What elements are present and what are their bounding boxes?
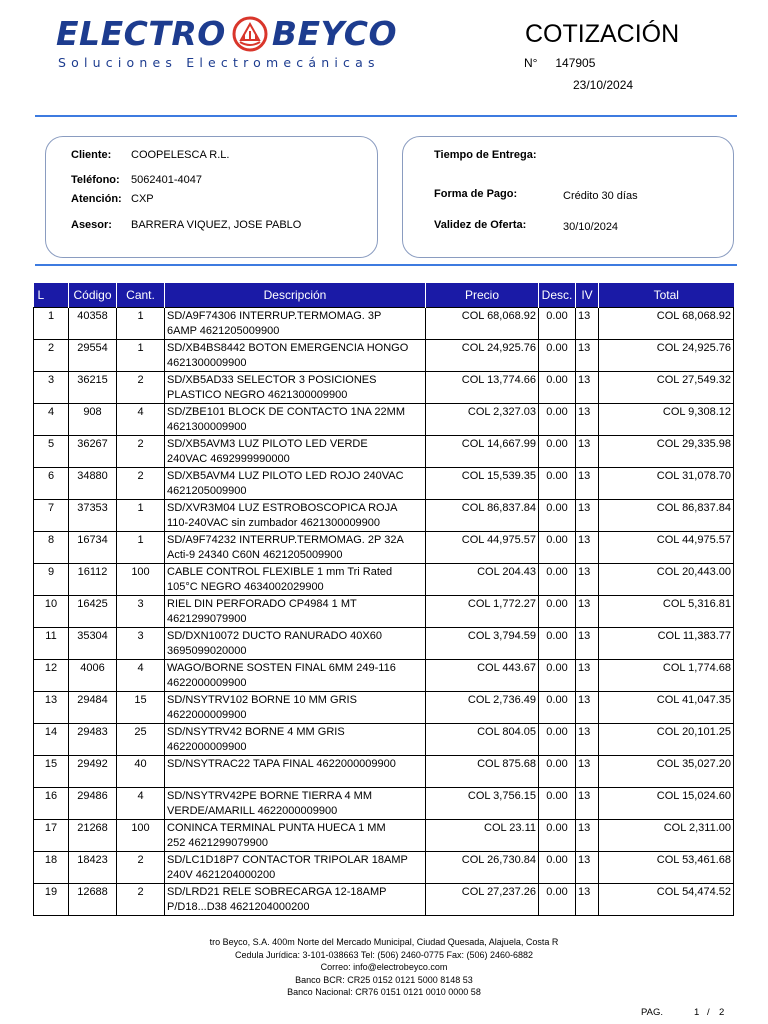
header-col-codigo: Código (69, 283, 117, 308)
asesor-value: BARRERA VIQUEZ, JOSE PABLO (131, 219, 302, 231)
document-title: COTIZACIÓN (525, 20, 680, 48)
cell-total: COL 2,311.00 (599, 819, 734, 851)
table-row (34, 724, 734, 756)
cell-precio: COL 27,237.26 (426, 883, 539, 915)
cell-codigo: 16425 (69, 596, 117, 628)
cell-iv: 13 (576, 787, 599, 819)
cell-line: 14 (34, 724, 69, 756)
cell-codigo: 29554 (69, 340, 117, 372)
logo-word-right: BEYCO (271, 14, 397, 53)
footer-bank-nacional: Banco Nacional: CR76 0151 0121 0010 0000 58 (287, 987, 481, 997)
document-number (524, 56, 595, 70)
table-row (34, 404, 734, 436)
cell-precio: COL 3,794.59 (426, 628, 539, 660)
cell-descripcion (165, 819, 426, 851)
cell-precio: COL 13,774.66 (426, 372, 539, 404)
description-line-2: 4621300009900 (167, 357, 247, 369)
description-line-1: SD/LC1D18P7 CONTACTOR TRIPOLAR 18AMP (167, 853, 408, 866)
cell-total: COL 20,101.25 (599, 724, 734, 756)
header-col-total: Total (599, 283, 734, 308)
cell-line: 5 (34, 436, 69, 468)
cell-codigo: 908 (69, 404, 117, 436)
cell-total: COL 68,068.92 (599, 308, 734, 340)
mid-divider (35, 264, 737, 266)
cell-precio: COL 2,736.49 (426, 692, 539, 724)
description-line-1: SD/XVR3M04 LUZ ESTROBOSCOPICA ROJA (167, 502, 398, 514)
cell-codigo: 16112 (69, 564, 117, 596)
cell-precio: COL 204.43 (426, 564, 539, 596)
cell-precio: COL 24,925.76 (426, 340, 539, 372)
cell-total: COL 31,078.70 (599, 468, 734, 500)
cell-descripcion (165, 596, 426, 628)
description-line-1: SD/XB4BS8442 BOTON EMERGENCIA HONGO (167, 342, 409, 354)
asesor-label: Asesor: (71, 219, 112, 231)
cell-descripcion (165, 851, 426, 883)
cell-desc: 0.00 (539, 787, 576, 819)
description-line-2: 6AMP 4621205009900 (167, 325, 280, 337)
cell-cant: 100 (117, 564, 165, 596)
forma-pago-label: Forma de Pago: (434, 188, 518, 200)
cell-iv: 13 (576, 532, 599, 564)
cell-total: COL 9,308.12 (599, 404, 734, 436)
telefono-value: 5062401-4047 (131, 174, 202, 186)
description-line-2: Acti-9 24340 C60N 4621205009900 (167, 549, 343, 561)
cell-codigo: 18423 (69, 851, 117, 883)
cell-total: COL 27,549.32 (599, 372, 734, 404)
cell-descripcion (165, 660, 426, 692)
cell-descripcion (165, 628, 426, 660)
cell-codigo: 16734 (69, 532, 117, 564)
cell-codigo: 4006 (69, 660, 117, 692)
cell-descripcion (165, 436, 426, 468)
cell-cant: 2 (117, 468, 165, 500)
description-line-1: WAGO/BORNE SOSTEN FINAL 6MM 249-116 (167, 662, 396, 674)
cell-cant: 1 (117, 500, 165, 532)
page-current: 1 (694, 1007, 700, 1018)
cell-codigo: 29483 (69, 724, 117, 756)
cell-desc: 0.00 (539, 851, 576, 883)
cell-precio: COL 23.11 (426, 819, 539, 851)
cell-descripcion (165, 532, 426, 564)
footer-address: tro Beyco, S.A. 400m Norte del Mercado Municipal, Ciudad Quesada, Alajuela, Costa R (209, 937, 559, 947)
table-row (34, 660, 734, 692)
description-line-2: 4621299079900 (167, 613, 247, 625)
cell-precio: COL 875.68 (426, 756, 539, 788)
atencion-label: Atención: (71, 193, 122, 205)
cell-precio: COL 26,730.84 (426, 851, 539, 883)
cell-desc: 0.00 (539, 692, 576, 724)
table-row (34, 883, 734, 915)
cell-cant: 4 (117, 787, 165, 819)
cell-line: 18 (34, 851, 69, 883)
cell-line: 11 (34, 628, 69, 660)
cell-cant: 3 (117, 596, 165, 628)
description-line-2: 4621205009900 (167, 485, 247, 497)
cell-desc: 0.00 (539, 308, 576, 340)
cell-line: 9 (34, 564, 69, 596)
footer-bank-bcr: Banco BCR: CR25 0152 0121 5000 8148 53 (295, 974, 473, 985)
description-line-1: SD/NSYTRAC22 TAPA FINAL 4622000009900 (167, 758, 396, 770)
cell-iv: 13 (576, 819, 599, 851)
cell-codigo: 36267 (69, 436, 117, 468)
description-line-1: SD/XB5AVM4 LUZ PILOTO LED ROJO 240VAC (167, 470, 404, 482)
cell-precio: COL 2,327.03 (426, 404, 539, 436)
description-line-1: RIEL DIN PERFORADO CP4984 1 MT (167, 598, 357, 610)
cell-total: COL 29,335.98 (599, 436, 734, 468)
cell-cant: 25 (117, 724, 165, 756)
cell-total: COL 41,047.35 (599, 692, 734, 724)
cell-precio: COL 1,772.27 (426, 596, 539, 628)
cell-cant: 40 (117, 756, 165, 788)
cell-codigo: 29484 (69, 692, 117, 724)
cell-precio: COL 804.05 (426, 724, 539, 756)
validez-oferta-label: Validez de Oferta: (434, 219, 527, 231)
logo-tagline: Soluciones Electromecánicas (58, 55, 380, 70)
cell-iv: 13 (576, 564, 599, 596)
table-row (34, 436, 734, 468)
cell-descripcion (165, 787, 426, 819)
cell-descripcion (165, 308, 426, 340)
description-line-2: 4622000009900 (167, 709, 247, 721)
cell-desc: 0.00 (539, 340, 576, 372)
cell-iv: 13 (576, 628, 599, 660)
cell-line: 19 (34, 883, 69, 915)
table-header-row (34, 283, 734, 308)
description-line-2: 240V 4621204000200 (167, 868, 276, 881)
table-row (34, 532, 734, 564)
cell-codigo: 40358 (69, 308, 117, 340)
cell-desc: 0.00 (539, 660, 576, 692)
cell-total: COL 24,925.76 (599, 340, 734, 372)
table-row (34, 468, 734, 500)
cell-desc: 0.00 (539, 404, 576, 436)
cell-iv: 13 (576, 404, 599, 436)
cell-iv: 13 (576, 660, 599, 692)
cell-cant: 2 (117, 436, 165, 468)
tiempo-entrega-label: Tiempo de Entrega: (434, 149, 537, 161)
description-line-2: 252 4621299079900 (167, 836, 268, 849)
description-line-1: SD/NSYTRV102 BORNE 10 MM GRIS (167, 694, 357, 706)
cell-desc: 0.00 (539, 468, 576, 500)
logo-emblem-icon (232, 16, 268, 52)
cell-iv: 13 (576, 724, 599, 756)
footer-email: Correo: info@electrobeyco.com (320, 962, 448, 972)
cell-precio: COL 44,975.57 (426, 532, 539, 564)
cell-iv: 13 (576, 500, 599, 532)
cell-descripcion (165, 404, 426, 436)
description-line-2: 110-240VAC sin zumbador 4621300009900 (167, 517, 381, 529)
cell-desc: 0.00 (539, 532, 576, 564)
table-row (34, 787, 734, 819)
cell-line: 2 (34, 340, 69, 372)
table-row (34, 596, 734, 628)
header-col-iv: IV (576, 283, 599, 308)
cell-precio: COL 443.67 (426, 660, 539, 692)
cell-cant: 1 (117, 340, 165, 372)
description-line-2: 105°C NEGRO 4634002029900 (167, 581, 324, 593)
description-line-2: 4622000009900 (167, 677, 247, 689)
cell-codigo: 29486 (69, 787, 117, 819)
description-line-1: SD/A9F74306 INTERRUP.TERMOMAG. 3P (167, 310, 382, 322)
table-row (34, 340, 734, 372)
description-line-1: SD/DXN10072 DUCTO RANURADO 40X60 (167, 630, 382, 642)
cell-codigo: 35304 (69, 628, 117, 660)
description-line-1: SD/ZBE101 BLOCK DE CONTACTO 1NA 22MM (167, 406, 405, 418)
description-line-2: 240VAC 4692999990000 (167, 453, 290, 465)
cell-total: COL 35,027.20 (599, 756, 734, 788)
cell-cant: 3 (117, 628, 165, 660)
cell-desc: 0.00 (539, 436, 576, 468)
cell-descripcion (165, 468, 426, 500)
table-row (34, 692, 734, 724)
cell-precio: COL 14,667.99 (426, 436, 539, 468)
cell-desc: 0.00 (539, 756, 576, 788)
cell-total: COL 86,837.84 (599, 500, 734, 532)
cell-cant: 1 (117, 308, 165, 340)
cell-total: COL 54,474.52 (599, 883, 734, 915)
description-line-1: SD/NSYTRV42 BORNE 4 MM GRIS (167, 726, 345, 738)
cell-cant: 4 (117, 660, 165, 692)
cell-codigo: 37353 (69, 500, 117, 532)
cell-codigo: 34880 (69, 468, 117, 500)
table-row (34, 500, 734, 532)
logo-word-left: ELECTRO (56, 14, 226, 53)
cell-line: 1 (34, 308, 69, 340)
cell-codigo: 12688 (69, 883, 117, 915)
cell-iv: 13 (576, 756, 599, 788)
cell-cant: 2 (117, 372, 165, 404)
table-row (34, 819, 734, 851)
telefono-label: Teléfono: (71, 174, 120, 186)
cell-desc: 0.00 (539, 883, 576, 915)
cell-codigo: 36215 (69, 372, 117, 404)
cell-line: 10 (34, 596, 69, 628)
cell-cant: 4 (117, 404, 165, 436)
cell-iv: 13 (576, 468, 599, 500)
cell-iv: 13 (576, 436, 599, 468)
description-line-2: 3695099020000 (167, 645, 247, 657)
cell-line: 16 (34, 787, 69, 819)
cliente-value: COOPELESCA R.L. (131, 149, 230, 161)
cell-precio: COL 3,756.15 (426, 787, 539, 819)
header-col-descripcion: Descripción (165, 283, 426, 308)
cell-iv: 13 (576, 883, 599, 915)
header-col-line: L (34, 283, 69, 308)
cell-total: COL 20,443.00 (599, 564, 734, 596)
footer-legal: Cedula Jurídica: 3-101-038663 Tel: (506) 2460-0775 Fax: (506) 2460-6882 (234, 949, 534, 960)
cell-codigo: 29492 (69, 756, 117, 788)
cell-descripcion (165, 692, 426, 724)
page-separator: / (707, 1007, 710, 1018)
table-row (34, 372, 734, 404)
cell-line: 13 (34, 692, 69, 724)
cell-line: 4 (34, 404, 69, 436)
header-col-desc: Desc. (539, 283, 576, 308)
cell-iv: 13 (576, 308, 599, 340)
description-line-1: SD/NSYTRV42PE BORNE TIERRA 4 MM (167, 789, 372, 802)
cell-cant: 100 (117, 819, 165, 851)
cell-line: 6 (34, 468, 69, 500)
cell-descripcion (165, 340, 426, 372)
description-line-1: CONINCA TERMINAL PUNTA HUECA 1 MM (167, 821, 386, 834)
cell-cant: 2 (117, 883, 165, 915)
description-line-1: SD/A9F74232 INTERRUP.TERMOMAG. 2P 32A (167, 534, 404, 546)
header-col-precio: Precio (426, 283, 539, 308)
items-table (33, 283, 734, 916)
number-label: N° (524, 56, 538, 70)
cell-descripcion (165, 372, 426, 404)
cell-descripcion (165, 564, 426, 596)
description-line-2: VERDE/AMARILL 4622000009900 (167, 804, 338, 817)
company-footer (0, 936, 768, 999)
cell-total: COL 1,774.68 (599, 660, 734, 692)
page-label: PAG. (641, 1007, 663, 1018)
cell-total: COL 5,316.81 (599, 596, 734, 628)
header-col-cant: Cant. (117, 283, 165, 308)
description-line-2: 4622000009900 (167, 741, 247, 753)
description-line-1: SD/XB5AD33 SELECTOR 3 POSICIONES (167, 374, 377, 386)
cell-precio: COL 68,068.92 (426, 308, 539, 340)
cell-codigo: 21268 (69, 819, 117, 851)
table-row (34, 564, 734, 596)
cell-desc: 0.00 (539, 819, 576, 851)
cell-total: COL 44,975.57 (599, 532, 734, 564)
number-value: 147905 (555, 56, 596, 70)
validez-oferta-value: 30/10/2024 (563, 221, 619, 233)
description-line-1: SD/LRD21 RELE SOBRECARGA 12-18AMP (167, 885, 387, 898)
cell-line: 3 (34, 372, 69, 404)
cell-desc: 0.00 (539, 628, 576, 660)
cell-cant: 15 (117, 692, 165, 724)
table-row (34, 756, 734, 788)
cell-precio: COL 86,837.84 (426, 500, 539, 532)
cell-desc: 0.00 (539, 564, 576, 596)
top-divider (35, 115, 737, 117)
cell-desc: 0.00 (539, 372, 576, 404)
cell-iv: 13 (576, 692, 599, 724)
cell-cant: 1 (117, 532, 165, 564)
cell-cant: 2 (117, 851, 165, 883)
table-row (34, 628, 734, 660)
cell-line: 8 (34, 532, 69, 564)
description-line-1: CABLE CONTROL FLEXIBLE 1 mm Tri Rated (167, 566, 393, 578)
cell-descripcion (165, 500, 426, 532)
page-total: 2 (719, 1007, 725, 1018)
company-logo (56, 14, 416, 84)
cell-desc: 0.00 (539, 500, 576, 532)
table-row (34, 308, 734, 340)
cell-iv: 13 (576, 340, 599, 372)
cliente-label: Cliente: (71, 149, 112, 161)
cell-total: COL 11,383.77 (599, 628, 734, 660)
cell-line: 7 (34, 500, 69, 532)
cell-descripcion (165, 883, 426, 915)
cell-total: COL 15,024.60 (599, 787, 734, 819)
cell-line: 15 (34, 756, 69, 788)
cell-line: 12 (34, 660, 69, 692)
description-line-2: PLASTICO NEGRO 4621300009900 (167, 389, 348, 401)
cell-total: COL 53,461.68 (599, 851, 734, 883)
description-line-2: 4621300009900 (167, 421, 247, 433)
cell-descripcion (165, 756, 426, 788)
cell-line: 17 (34, 819, 69, 851)
cell-iv: 13 (576, 596, 599, 628)
cell-desc: 0.00 (539, 596, 576, 628)
cell-precio: COL 15,539.35 (426, 468, 539, 500)
cell-descripcion (165, 724, 426, 756)
table-row (34, 851, 734, 883)
forma-pago-value: Crédito 30 días (563, 190, 638, 202)
cell-desc: 0.00 (539, 724, 576, 756)
description-line-2: P/D18...D38 4621204000200 (167, 900, 310, 913)
cell-iv: 13 (576, 851, 599, 883)
cell-iv: 13 (576, 372, 599, 404)
description-line-1: SD/XB5AVM3 LUZ PILOTO LED VERDE (167, 438, 368, 450)
document-date: 23/10/2024 (573, 78, 634, 92)
atencion-value: CXP (131, 193, 154, 205)
